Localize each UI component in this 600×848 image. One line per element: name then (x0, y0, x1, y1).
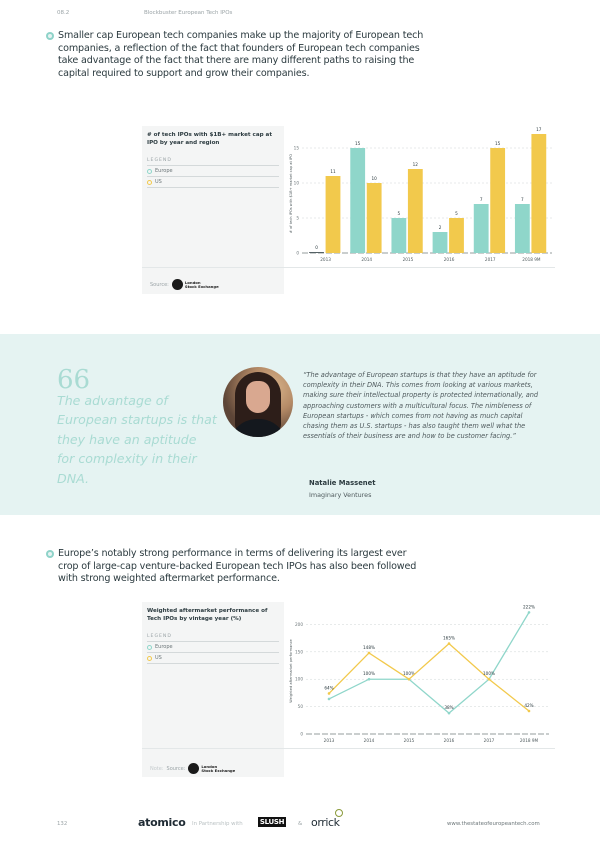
line-chart-plot (287, 602, 555, 747)
pull-quote: The advantage of European startups is that they have an aptitude for complexity in their DNA. (57, 393, 217, 486)
svg-text:5: 5 (397, 211, 401, 216)
slush-logo: SLUSH (259, 818, 285, 826)
divider (142, 748, 555, 749)
chart-title: # of tech IPOs with $1B+ market cap at IPO by year and region (147, 132, 272, 146)
quote-body: “The advantage of European startups is that they have an aptitude for complexity in their DNA. This comes from looking at various markets, making sure their intellectual property is protected internationally, and approaching customers with a multicultural focus. The nimbleness of European startups - which comes from not having as much capital chasing them as U.S. startups - has also taught them well what the essentials of their business are and how to be customer facing.” (303, 371, 539, 441)
chart-source: Source: London Stock Exchange (150, 279, 219, 289)
legend-swatch-us-icon (147, 180, 152, 185)
svg-text:2017: 2017 (483, 738, 495, 743)
bullet-paragraph (46, 30, 426, 80)
svg-text:2018 9M: 2018 9M (519, 738, 539, 743)
svg-text:200: 200 (295, 621, 303, 627)
section-title: Blockbuster European Tech IPOs (144, 10, 233, 16)
svg-text:2015: 2015 (403, 738, 415, 743)
svg-text:2016: 2016 (443, 257, 455, 262)
lse-logo: London Stock Exchange (172, 279, 219, 290)
svg-text:2016: 2016 (443, 738, 455, 743)
divider (142, 267, 555, 268)
legend-heading: LEGEND (147, 634, 279, 642)
partnership-text: In Partnership with (192, 821, 243, 827)
svg-text:100%: 100% (403, 671, 415, 677)
svg-text:42%: 42% (524, 702, 534, 708)
quote-organization: Imaginary Ventures (309, 491, 372, 499)
svg-text:2013: 2013 (320, 257, 331, 262)
legend-swatch-us-icon (147, 656, 152, 661)
avatar (223, 367, 293, 437)
bullet-icon (46, 550, 54, 558)
svg-text:50: 50 (297, 704, 303, 710)
bullet-paragraph (46, 548, 426, 586)
legend-item-europe: Europe (147, 642, 279, 653)
svg-text:0: 0 (300, 731, 303, 737)
chart-title: Weighted aftermarket performance of Tech IPOs by vintage year (%) (147, 608, 268, 622)
quote-mark-icon: 66 (57, 365, 91, 395)
svg-text:2: 2 (438, 225, 442, 230)
svg-text:2014: 2014 (363, 738, 375, 743)
line-chart-panel (142, 602, 555, 777)
chart-legend-panel (142, 126, 284, 294)
svg-text:64%: 64% (324, 685, 334, 691)
legend-heading: LEGEND (147, 158, 279, 166)
svg-text:2015: 2015 (402, 257, 414, 262)
lse-logo: London Stock Exchange (188, 763, 235, 774)
svg-text:15: 15 (494, 141, 501, 146)
svg-text:10: 10 (293, 180, 299, 186)
bar-chart-svg (287, 126, 555, 266)
bar-chart-panel (142, 126, 555, 294)
svg-text:12: 12 (412, 162, 418, 167)
svg-text:15: 15 (293, 145, 299, 151)
svg-text:148%: 148% (363, 644, 375, 650)
svg-text:7: 7 (479, 197, 483, 202)
svg-text:10: 10 (371, 176, 377, 181)
svg-text:2017: 2017 (484, 257, 496, 262)
quote-author: Natalie Massenet (309, 479, 376, 487)
legend-item-us: US (147, 177, 279, 188)
svg-text:0: 0 (296, 250, 299, 256)
svg-text:100: 100 (295, 676, 303, 682)
bar-chart-plot (287, 126, 555, 266)
svg-text:2014: 2014 (361, 257, 373, 262)
svg-text:5: 5 (296, 215, 299, 221)
legend-item-europe: Europe (147, 166, 279, 177)
legend-swatch-europe-icon (147, 169, 152, 174)
svg-text:2013: 2013 (323, 738, 335, 743)
line-chart-svg (287, 602, 555, 747)
svg-text:# of tech IPOs with $1B+ marke: # of tech IPOs with $1B+ market cap at IPO (289, 153, 293, 234)
svg-text:17: 17 (536, 127, 542, 132)
section-number: 08.2 (57, 10, 70, 16)
page-footer (0, 815, 600, 835)
svg-text:Weighted aftermarket performan: Weighted aftermarket performance (289, 639, 293, 703)
paragraph-text: Europe’s notably strong performance in terms of delivering its largest ever crop of large-cap venture-backed European tech IPOs has also been followed with strong weighted aftermarket performance. (58, 548, 417, 585)
legend-swatch-europe-icon (147, 645, 152, 650)
svg-text:5: 5 (455, 211, 458, 216)
ampersand: & (298, 821, 303, 827)
svg-text:100%: 100% (363, 671, 375, 677)
svg-text:100%: 100% (483, 671, 495, 677)
atomico-logo: atomico (138, 816, 186, 829)
orrick-logo: orrick (311, 816, 340, 829)
orrick-ring-icon (335, 809, 343, 817)
svg-text:150: 150 (295, 649, 303, 655)
paragraph-text: Smaller cap European tech companies make up the majority of European tech companies, a reflection of the fact that founders of European tech companies take advantage of the fact that there are many different paths to raising the capital required to support and grow their companies. (58, 30, 424, 79)
svg-text:38%: 38% (444, 705, 454, 711)
legend-item-us: US (147, 653, 279, 664)
chart-legend-panel (142, 602, 284, 777)
website-link[interactable]: www.thestateofeuropeantech.com (447, 821, 540, 827)
svg-text:15: 15 (355, 141, 361, 146)
page-number: 132 (57, 821, 68, 827)
svg-text:11: 11 (330, 169, 336, 174)
lse-crest-icon (172, 279, 183, 290)
lse-crest-icon (188, 763, 199, 774)
svg-text:165%: 165% (443, 635, 455, 641)
svg-text:222%: 222% (523, 604, 535, 610)
svg-text:2018 9M: 2018 9M (522, 257, 541, 262)
svg-text:7: 7 (521, 197, 524, 202)
chart-source: Note: Source: London Stock Exchange (150, 763, 236, 773)
svg-text:0: 0 (315, 245, 318, 251)
bullet-icon (46, 32, 54, 40)
